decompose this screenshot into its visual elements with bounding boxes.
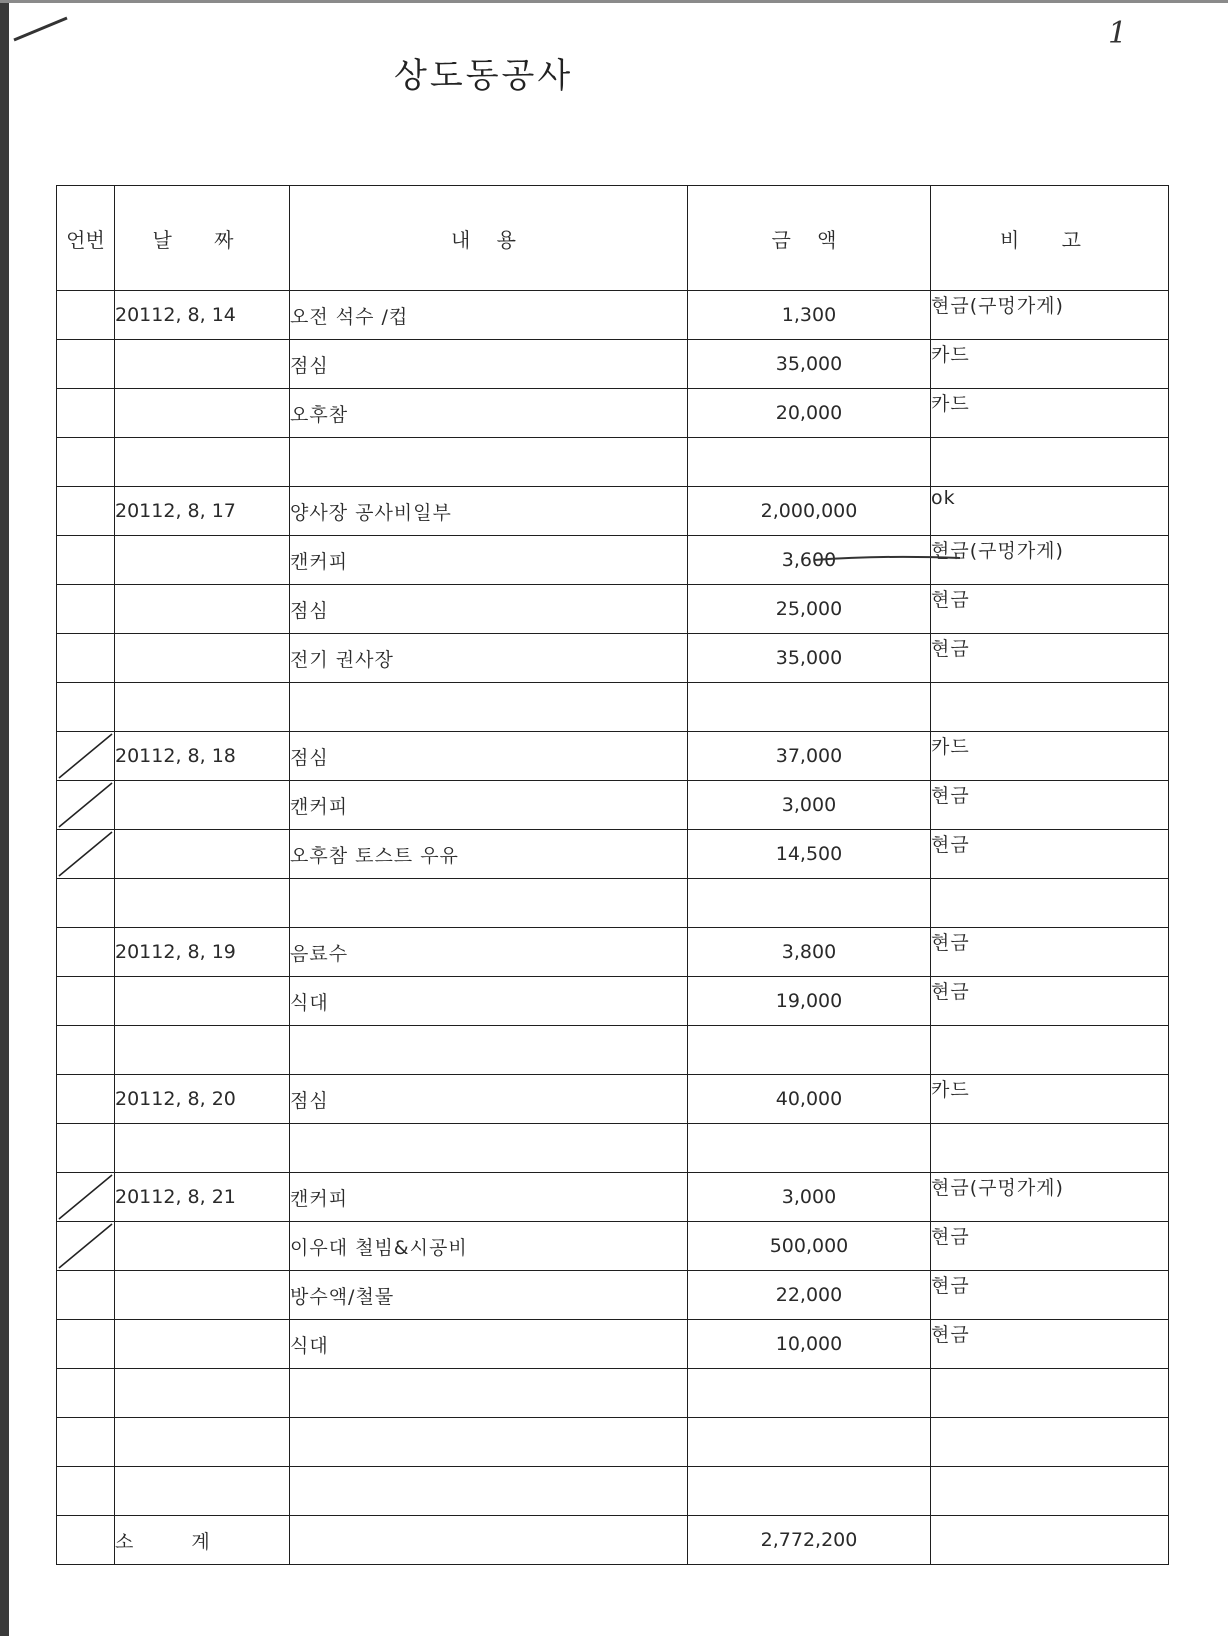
note-cell — [931, 683, 1169, 732]
amount-cell: 40,000 — [688, 1075, 931, 1124]
amount-cell: 14,500 — [688, 830, 931, 879]
table-row — [57, 634, 1169, 683]
table-row — [57, 536, 1169, 585]
note-cell — [931, 1467, 1169, 1516]
note-cell: 현금 — [931, 830, 1169, 879]
date-cell — [115, 1222, 290, 1271]
amount-cell: 3,600 — [688, 536, 931, 585]
row-number-cell — [57, 1418, 115, 1467]
content-cell: 오전 석수 /컵 — [290, 291, 688, 340]
content-cell: 점심 — [290, 1075, 688, 1124]
row-number-cell — [57, 291, 115, 340]
table-row — [57, 585, 1169, 634]
table-row — [57, 438, 1169, 487]
subtotal-no-cell — [57, 1516, 115, 1565]
amount-cell: 20,000 — [688, 389, 931, 438]
document-title: 상도동공사 — [394, 56, 574, 96]
table-row — [57, 1369, 1169, 1418]
table-row — [57, 1418, 1169, 1467]
table-row — [57, 1222, 1169, 1271]
row-number-cell — [57, 1467, 115, 1516]
content-cell: 식대 — [290, 977, 688, 1026]
amount-cell — [688, 1369, 931, 1418]
date-cell — [115, 536, 290, 585]
note-cell: 카드 — [931, 389, 1169, 438]
table-row — [57, 1075, 1169, 1124]
date-cell — [115, 1467, 290, 1516]
note-cell: 카드 — [931, 1075, 1169, 1124]
row-number-cell — [57, 977, 115, 1026]
table-row — [57, 1271, 1169, 1320]
content-cell — [290, 1369, 688, 1418]
date-cell: 20112, 8, 18 — [115, 732, 290, 781]
slash-check-mark — [57, 781, 114, 829]
amount-cell: 3,000 — [688, 1173, 931, 1222]
row-number-cell — [57, 1271, 115, 1320]
content-cell: 점심 — [290, 732, 688, 781]
amount-cell: 35,000 — [688, 634, 931, 683]
row-number-cell — [57, 1222, 115, 1271]
note-cell — [931, 1026, 1169, 1075]
date-cell — [115, 1124, 290, 1173]
date-cell: 20112, 8, 17 — [115, 487, 290, 536]
row-number-cell — [57, 1124, 115, 1173]
header-date: 날 짜 — [115, 186, 290, 291]
date-cell — [115, 830, 290, 879]
content-cell: 점심 — [290, 585, 688, 634]
amount-cell — [688, 1124, 931, 1173]
date-cell — [115, 781, 290, 830]
date-cell: 20112, 8, 20 — [115, 1075, 290, 1124]
row-number-cell — [57, 781, 115, 830]
amount-cell: 10,000 — [688, 1320, 931, 1369]
date-cell — [115, 879, 290, 928]
date-cell — [115, 1369, 290, 1418]
row-number-cell — [57, 634, 115, 683]
row-number-cell — [57, 830, 115, 879]
content-cell: 점심 — [290, 340, 688, 389]
header-row — [57, 186, 1169, 291]
table-row — [57, 1026, 1169, 1075]
amount-cell: 1,300 — [688, 291, 931, 340]
row-number-cell — [57, 1026, 115, 1075]
date-cell — [115, 634, 290, 683]
header-note: 비 고 — [931, 186, 1169, 291]
content-cell — [290, 1026, 688, 1075]
date-cell — [115, 1271, 290, 1320]
date-cell — [115, 389, 290, 438]
note-cell: 현금(구멍가게) — [931, 536, 1169, 585]
table-row — [57, 928, 1169, 977]
note-cell: ok — [931, 487, 1169, 536]
row-number-cell — [57, 879, 115, 928]
content-cell: 방수액/철물 — [290, 1271, 688, 1320]
page-number: 1 — [1108, 16, 1128, 51]
content-cell: 캔커피 — [290, 536, 688, 585]
amount-cell — [688, 438, 931, 487]
amount-cell: 22,000 — [688, 1271, 931, 1320]
amount-cell: 500,000 — [688, 1222, 931, 1271]
slash-check-mark — [57, 732, 114, 780]
note-cell — [931, 1124, 1169, 1173]
content-cell — [290, 438, 688, 487]
amount-cell: 3,800 — [688, 928, 931, 977]
date-cell — [115, 977, 290, 1026]
row-number-cell — [57, 683, 115, 732]
amount-cell: 37,000 — [688, 732, 931, 781]
slash-check-mark — [57, 1222, 114, 1270]
note-cell: 현금 — [931, 1320, 1169, 1369]
date-cell: 20112, 8, 14 — [115, 291, 290, 340]
table-row — [57, 1124, 1169, 1173]
table-row — [57, 781, 1169, 830]
header-content: 내 용 — [290, 186, 688, 291]
content-cell — [290, 1418, 688, 1467]
table-row — [57, 389, 1169, 438]
row-number-cell — [57, 585, 115, 634]
table-row — [57, 683, 1169, 732]
amount-cell — [688, 1467, 931, 1516]
amount-cell — [688, 1026, 931, 1075]
ledger-body — [57, 291, 1169, 1516]
amount-cell — [688, 879, 931, 928]
content-cell: 전기 권사장 — [290, 634, 688, 683]
date-cell — [115, 585, 290, 634]
note-cell: 카드 — [931, 732, 1169, 781]
note-cell: 현금 — [931, 977, 1169, 1026]
note-cell — [931, 438, 1169, 487]
note-cell: 현금 — [931, 1222, 1169, 1271]
content-cell — [290, 1124, 688, 1173]
note-cell: 카드 — [931, 340, 1169, 389]
header-amount: 금 액 — [688, 186, 931, 291]
note-cell — [931, 1369, 1169, 1418]
content-cell: 이우대 철빔&시공비 — [290, 1222, 688, 1271]
subtotal-content-cell — [290, 1516, 688, 1565]
table-row — [57, 1173, 1169, 1222]
content-cell: 음료수 — [290, 928, 688, 977]
table-row — [57, 1467, 1169, 1516]
content-cell: 캔커피 — [290, 781, 688, 830]
date-cell — [115, 683, 290, 732]
expense-ledger-table — [56, 185, 1169, 1565]
content-cell: 식대 — [290, 1320, 688, 1369]
date-cell: 20112, 8, 19 — [115, 928, 290, 977]
row-number-cell — [57, 389, 115, 438]
amount-cell — [688, 1418, 931, 1467]
scan-top-edge — [0, 0, 1228, 3]
table-row — [57, 487, 1169, 536]
content-cell: 오후참 — [290, 389, 688, 438]
date-cell — [115, 1026, 290, 1075]
note-cell — [931, 1418, 1169, 1467]
slash-check-mark — [57, 830, 114, 878]
content-cell — [290, 879, 688, 928]
table-row — [57, 291, 1169, 340]
row-number-cell — [57, 928, 115, 977]
date-cell — [115, 438, 290, 487]
note-cell: 현금(구멍가게) — [931, 1173, 1169, 1222]
corner-pen-mark — [12, 14, 72, 44]
note-cell: 현금 — [931, 634, 1169, 683]
content-cell: 양사장 공사비일부 — [290, 487, 688, 536]
table-row — [57, 1320, 1169, 1369]
subtotal-note-cell — [931, 1516, 1169, 1565]
date-cell — [115, 1320, 290, 1369]
amount-cell: 25,000 — [688, 585, 931, 634]
amount-cell: 35,000 — [688, 340, 931, 389]
content-cell — [290, 1467, 688, 1516]
content-cell: 캔커피 — [290, 1173, 688, 1222]
table-row — [57, 977, 1169, 1026]
note-cell: 현금 — [931, 1271, 1169, 1320]
row-number-cell — [57, 487, 115, 536]
subtotal-amount: 2,772,200 — [688, 1516, 931, 1565]
header-no: 언번 — [57, 186, 115, 291]
scan-left-edge — [0, 0, 9, 1636]
row-number-cell — [57, 536, 115, 585]
amount-cell: 19,000 — [688, 977, 931, 1026]
note-cell: 현금 — [931, 928, 1169, 977]
row-number-cell — [57, 1075, 115, 1124]
amount-cell: 2,000,000 — [688, 487, 931, 536]
table-row — [57, 879, 1169, 928]
note-cell: 현금(구멍가게) — [931, 291, 1169, 340]
row-number-cell — [57, 1173, 115, 1222]
note-cell: 현금 — [931, 781, 1169, 830]
note-cell — [931, 879, 1169, 928]
row-number-cell — [57, 438, 115, 487]
row-number-cell — [57, 340, 115, 389]
date-cell — [115, 340, 290, 389]
amount-cell — [688, 683, 931, 732]
date-cell: 20112, 8, 21 — [115, 1173, 290, 1222]
content-cell: 오후참 토스트 우유 — [290, 830, 688, 879]
row-number-cell — [57, 1320, 115, 1369]
slash-check-mark — [57, 1173, 114, 1221]
subtotal-row — [57, 1516, 1169, 1565]
handwritten-underline — [812, 554, 962, 562]
table-row — [57, 340, 1169, 389]
content-cell — [290, 683, 688, 732]
note-cell: 현금 — [931, 585, 1169, 634]
date-cell — [115, 1418, 290, 1467]
row-number-cell — [57, 1369, 115, 1418]
table-row — [57, 732, 1169, 781]
table-row — [57, 830, 1169, 879]
row-number-cell — [57, 732, 115, 781]
amount-cell: 3,000 — [688, 781, 931, 830]
subtotal-label: 소 계 — [115, 1516, 290, 1565]
